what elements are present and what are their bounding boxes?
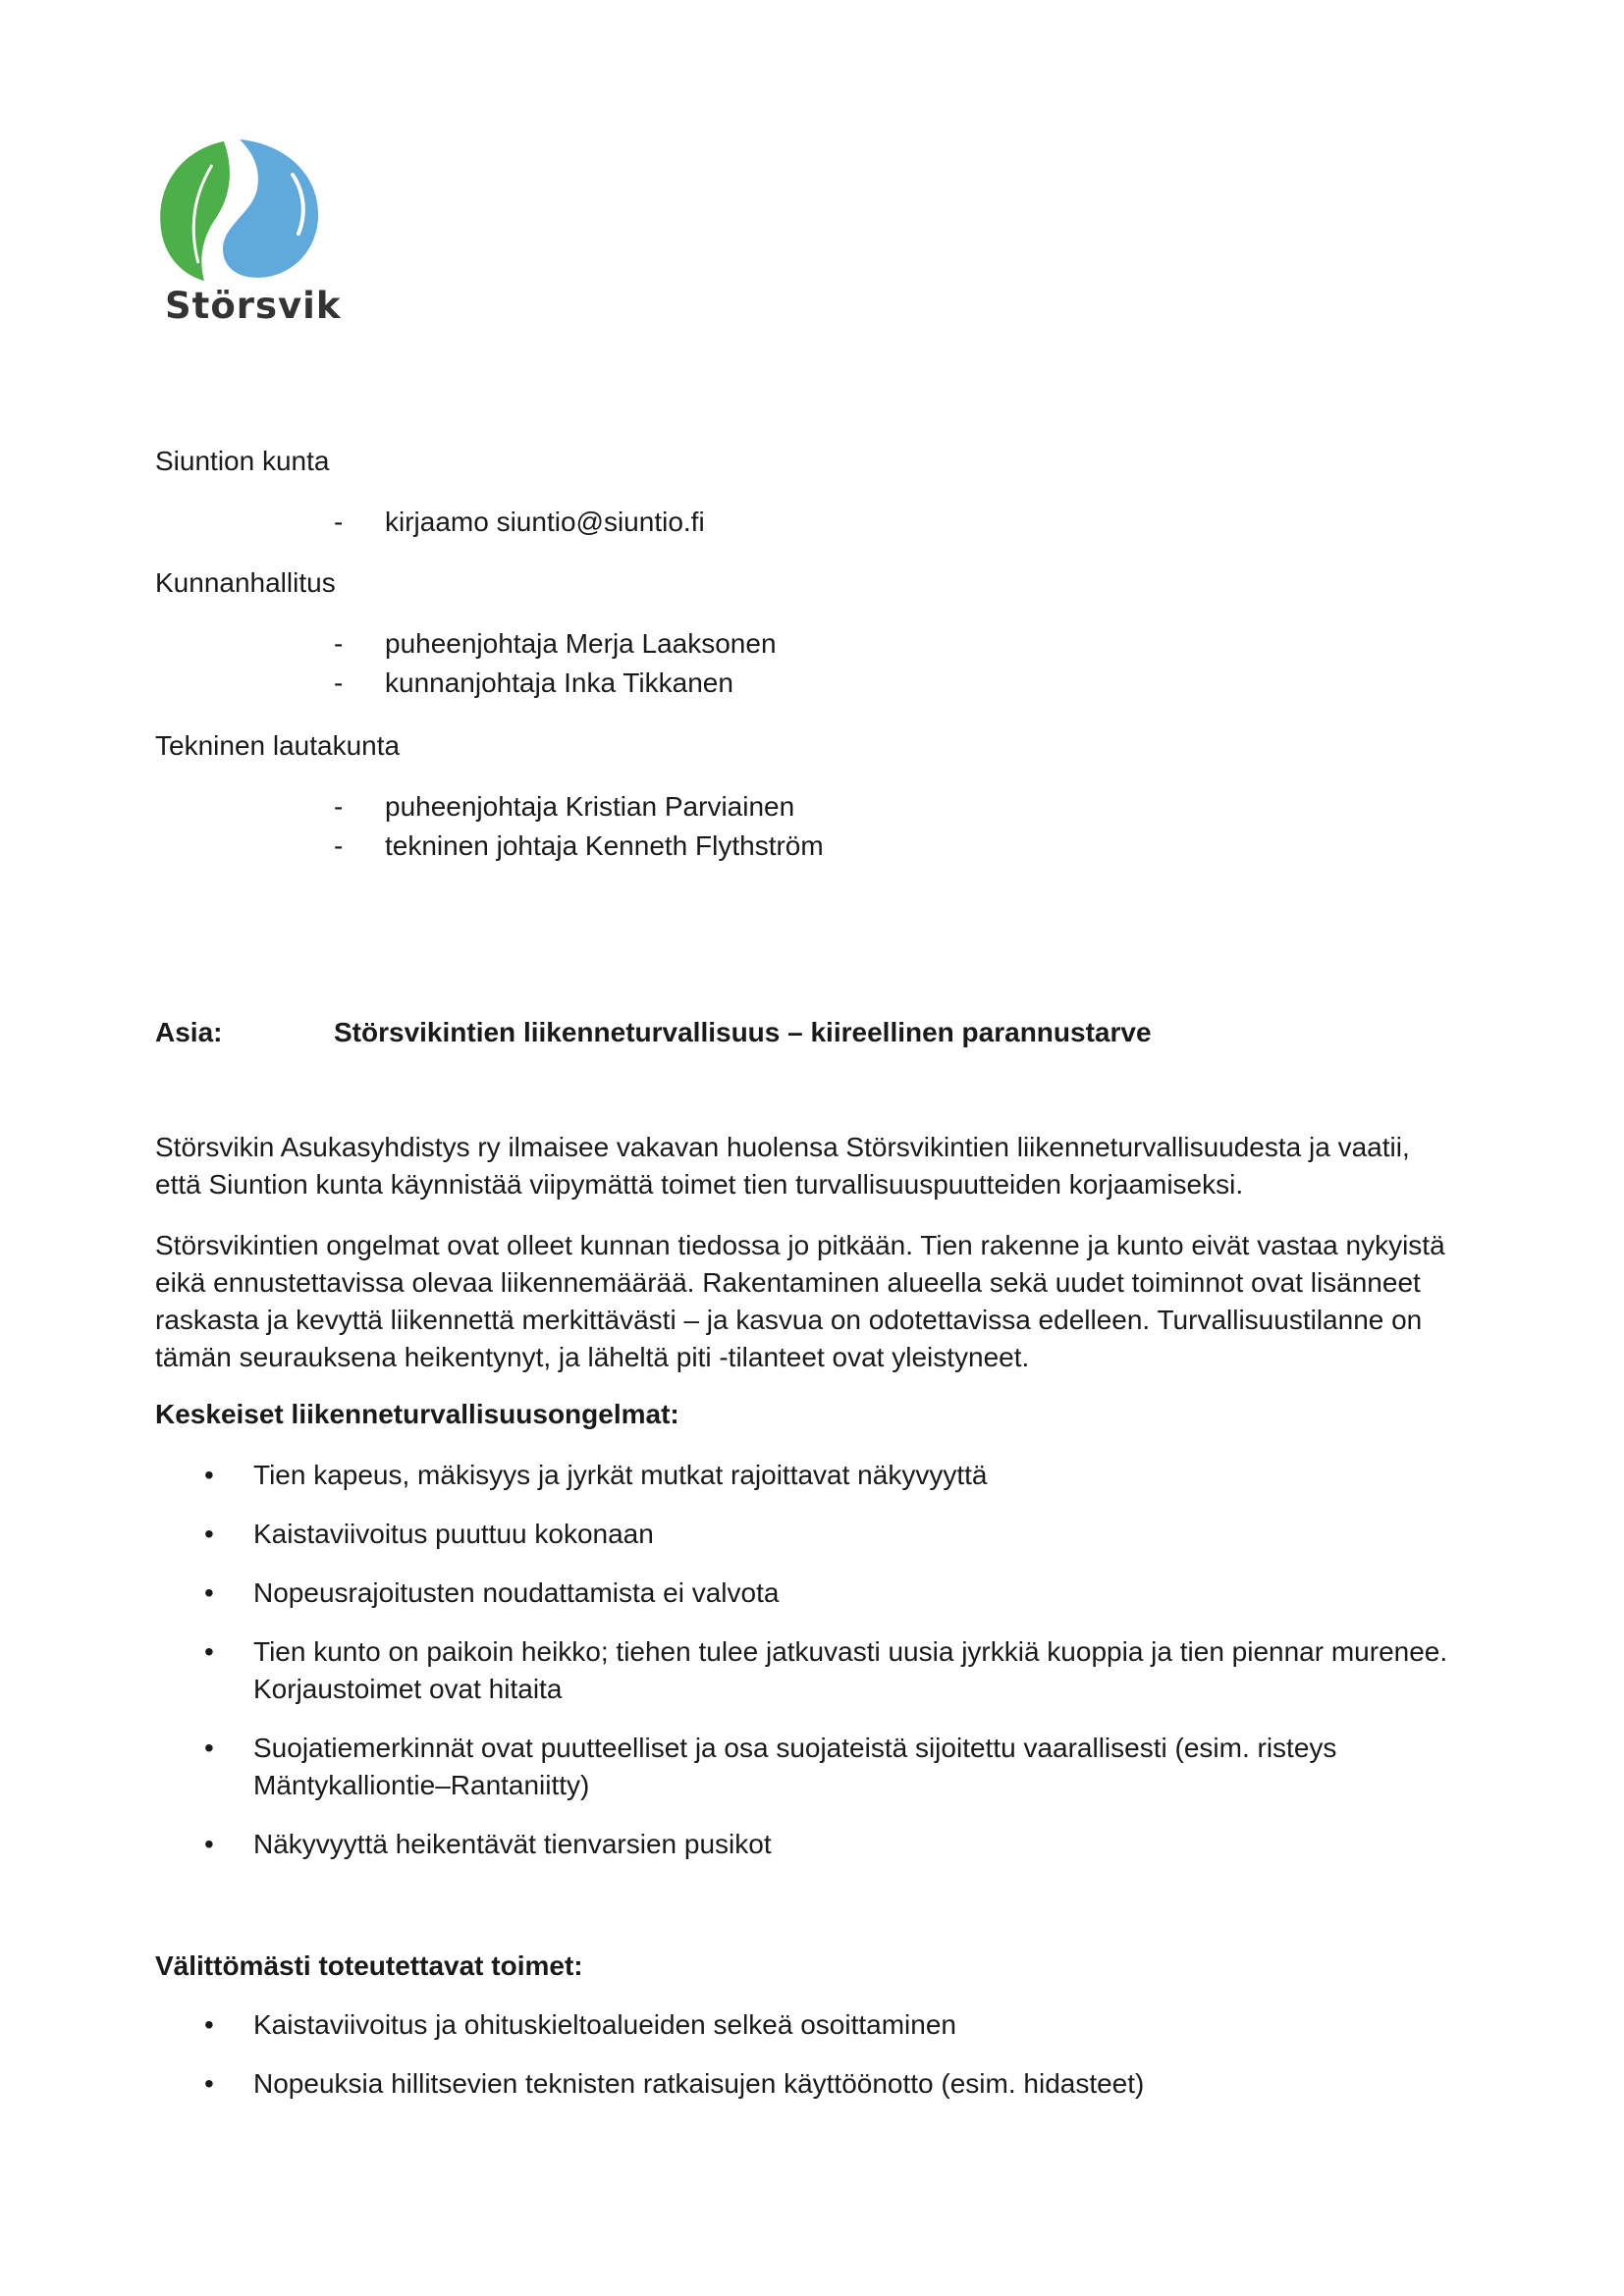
bullet-marker: •: [204, 1636, 214, 1667]
dash-marker: -: [334, 830, 344, 861]
dash-marker: -: [334, 507, 344, 537]
logo-wordmark: Störsvik: [165, 285, 342, 327]
list-item: [196, 1457, 1453, 1494]
subject-label: Asia:: [155, 1017, 223, 1047]
recipient-name: tekninen johtaja Kenneth Flythström: [385, 830, 824, 861]
recipient-name: puheenjohtaja Merja Laaksonen: [385, 628, 777, 659]
bullet-marker: •: [204, 1829, 214, 1859]
list-item: [196, 1633, 1453, 1708]
problems-list: [196, 1457, 1453, 1885]
list-item: [334, 827, 824, 866]
recipient-email: kirjaamo siuntio@siuntio.fi: [385, 507, 705, 537]
list-item-text: Kaistaviivoitus ja ohituskieltoalueiden selkeä osoittaminen: [253, 2009, 956, 2040]
problems-heading: Keskeiset liikenneturvallisuusongelmat:: [155, 1399, 679, 1429]
recipient-list-2: [334, 624, 777, 703]
bullet-marker: •: [204, 1519, 214, 1549]
list-item: [196, 1826, 1453, 1863]
bullet-marker: •: [204, 2068, 214, 2099]
dash-marker: -: [334, 667, 344, 698]
list-item: [196, 2006, 1453, 2044]
bullet-marker: •: [204, 1733, 214, 1763]
subject-title: Störsvikintien liikenneturvallisuus – kiireellinen parannustarve: [334, 1017, 1152, 1047]
list-item-text: Näkyvyyttä heikentävät tienvarsien pusikot: [253, 1829, 772, 1859]
list-item: [196, 1730, 1453, 1804]
list-item: [334, 503, 705, 542]
actions-heading: Välittömästi toteutettavat toimet:: [155, 1950, 583, 1981]
list-item-text: Nopeuksia hillitsevien teknisten ratkaisujen käyttöönotto (esim. hidasteet): [253, 2068, 1145, 2099]
body-paragraph-2: [155, 1227, 1451, 1376]
list-item: [196, 1575, 1453, 1612]
actions-list: [196, 2006, 1453, 2124]
bullet-marker: •: [204, 1460, 214, 1490]
paragraph: Störsvikintien ongelmat ovat olleet kunnan tiedossa jo pitkään. Tien rakenne ja kunto eivät vastaa nykyistä eikä ennustettavissa olevaa liikennemäärää. Rakentaminen alueella sekä uudet toiminnot ovat lisänneet raskasta ja kevyttä liikennettä merkittävästi – ja kasvua on odotettavissa edelleen. Turvallisuustilanne on tämän seurauksena heikentynyt, ja läheltä piti -tilanteet ovat yleistyneet.: [155, 1230, 1445, 1372]
paragraph: Störsvikin Asukasyhdistys ry ilmaisee vakavan huolensa Störsvikintien liikenneturvallisuudesta ja vaatii, että Siuntion kunta käynnistää viipymättä toimet tien turvallisuuspuutteiden korjaamiseksi.: [155, 1132, 1410, 1200]
dash-marker: -: [334, 628, 344, 659]
recipient-org-3: Tekninen lautakunta: [155, 730, 401, 761]
list-item-text: Nopeusrajoitusten noudattamista ei valvota: [253, 1577, 780, 1608]
recipient-org-2: Kunnanhallitus: [155, 567, 336, 598]
list-item-text: Kaistaviivoitus puuttuu kokonaan: [253, 1519, 654, 1549]
recipient-name: kunnanjohtaja Inka Tikkanen: [385, 667, 733, 698]
list-item: [196, 1516, 1453, 1553]
list-item-text: Suojatiemerkinnät ovat puutteelliset ja osa suojateistä sijoitettu vaarallisesti (esim. risteys Mäntykalliontie–Rantaniitty): [253, 1733, 1337, 1800]
list-item: [196, 2065, 1453, 2103]
recipient-name: puheenjohtaja Kristian Parviainen: [385, 791, 795, 822]
recipient-list-3: [334, 787, 824, 866]
list-item: [334, 624, 777, 664]
list-item-text: Tien kapeus, mäkisyys ja jyrkät mutkat rajoittavat näkyvyyttä: [253, 1460, 988, 1490]
bullet-marker: •: [204, 2009, 214, 2040]
bullet-marker: •: [204, 1577, 214, 1608]
recipient-list-1: [334, 503, 705, 542]
dash-marker: -: [334, 791, 344, 822]
storsvik-logo: [155, 135, 342, 332]
list-item-text: Tien kunto on paikoin heikko; tiehen tulee jatkuvasti uusia jyrkkiä kuoppia ja tien piennar murenee. Korjaustoimet ovat hitaita: [253, 1636, 1448, 1704]
list-item: [334, 787, 824, 827]
recipient-org-1: Siuntion kunta: [155, 446, 330, 476]
list-item: [334, 664, 777, 703]
leaf-water-drop-logo-icon: [155, 135, 322, 283]
body-paragraph-1: [155, 1129, 1451, 1203]
